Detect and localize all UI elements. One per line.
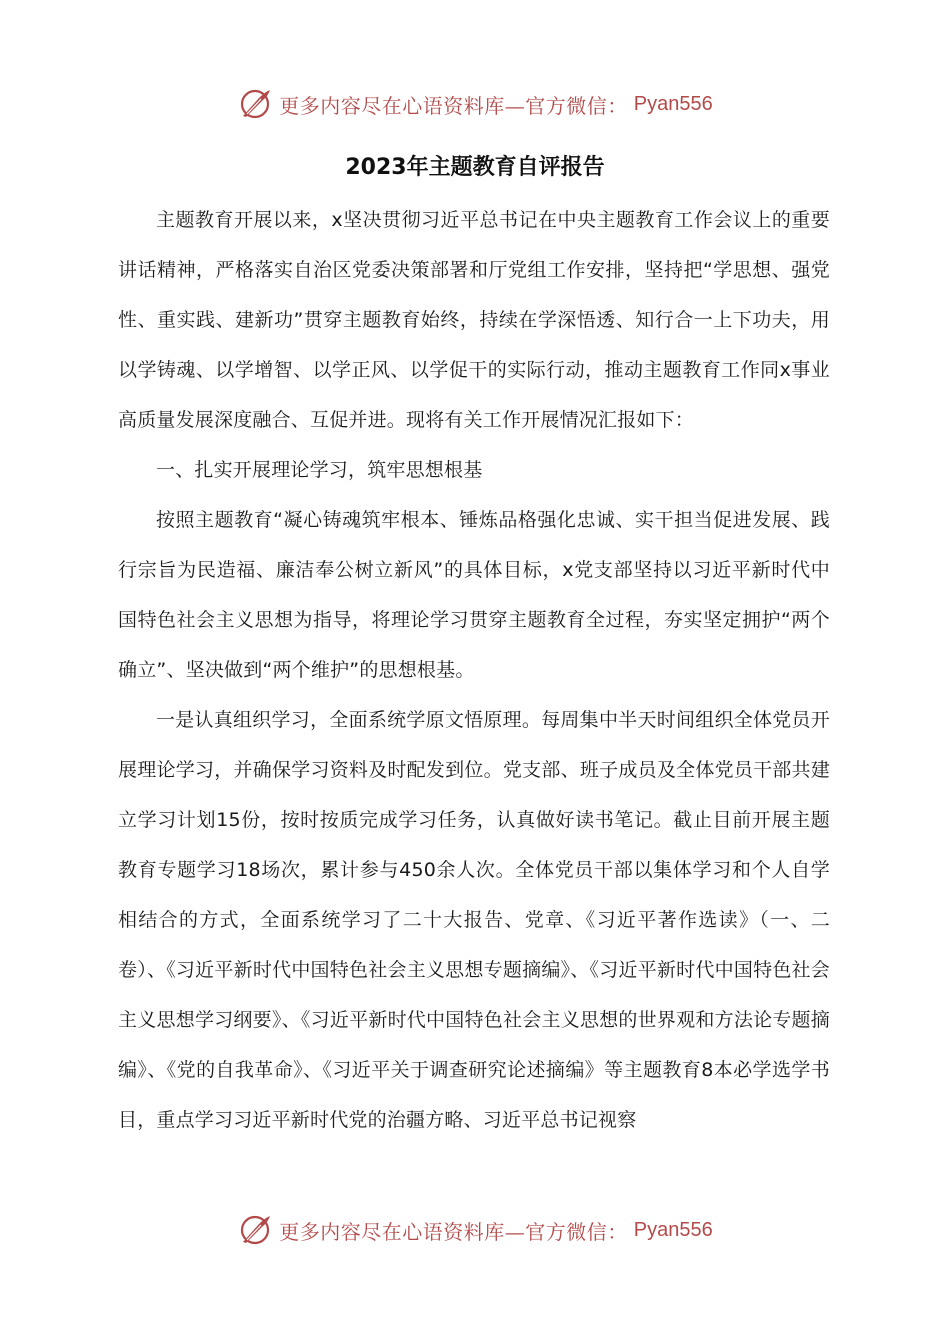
banner-wechat-id: Pyan556 [633,92,713,115]
document-title: 2023年主题教育自评报告 [345,155,605,180]
quill-pen-logo-icon [237,1212,273,1248]
section-heading-1: 一、扎实开展理论学习，筑牢思想根基 [156,459,483,481]
document-body [118,195,830,1145]
footer-watermark-banner [0,1210,950,1250]
banner-wechat-id: Pyan556 [633,1218,713,1241]
paragraph-intro: 主题教育开展以来，x坚决贯彻习近平总书记在中央主题教育工作会议上的重要讲话精神，严格落实自治区党委决策部署和厅党组工作安排，坚持把“学思想、强党性、重实践、建新功”贯穿主题教育始终，持续在学深悟透、知行合一上下功夫，用以学铸魂、以学增智、以学正风、以学促干的实际行动，推动主题教育工作同x事业高质量发展深度融合、互促并进。现将有关工作开展情况汇报如下： [118,209,830,431]
quill-pen-logo-icon [237,86,273,122]
banner-text: 更多内容尽在心语资料库—官方微信： [279,93,628,118]
banner-text: 更多内容尽在心语资料库—官方微信： [279,1219,628,1244]
paragraph-point-1: 一是认真组织学习，全面系统学原文悟原理。每周集中半天时间组织全体党员开展理论学习，并确保学习资料及时配发到位。党支部、班子成员及全体党员干部共建立学习计划15份，按时按质完成学习任务，认真做好读书笔记。截止目前开展主题教育专题学习18场次，累计参与450余人次。全体党员干部以集体学习和个人自学相结合的方式，全面系统学习了二十大报告、党章、《习近平著作选读》（一、二卷）、《习近平新时代中国特色社会主义思想专题摘编》、《习近平新时代中国特色社会主义思想学习纲要》、《习近平新时代中国特色社会主义思想的世界观和方法论专题摘编》、《党的自我革命》、《习近平关于调查研究论述摘编》等主题教育8本必学选学书目，重点学习习近平新时代党的治疆方略、习近平总书记视察 [118,709,830,1131]
header-watermark-banner [0,84,950,124]
paragraph-section-1: 按照主题教育“凝心铸魂筑牢根本、锤炼品格强化忠诚、实干担当促进发展、践行宗旨为民造福、廉洁奉公树立新风”的具体目标，x党支部坚持以习近平新时代中国特色社会主义思想为指导，将理论学习贯穿主题教育全过程，夯实坚定拥护“两个确立”、坚决做到“两个维护”的思想根基。 [118,509,830,681]
